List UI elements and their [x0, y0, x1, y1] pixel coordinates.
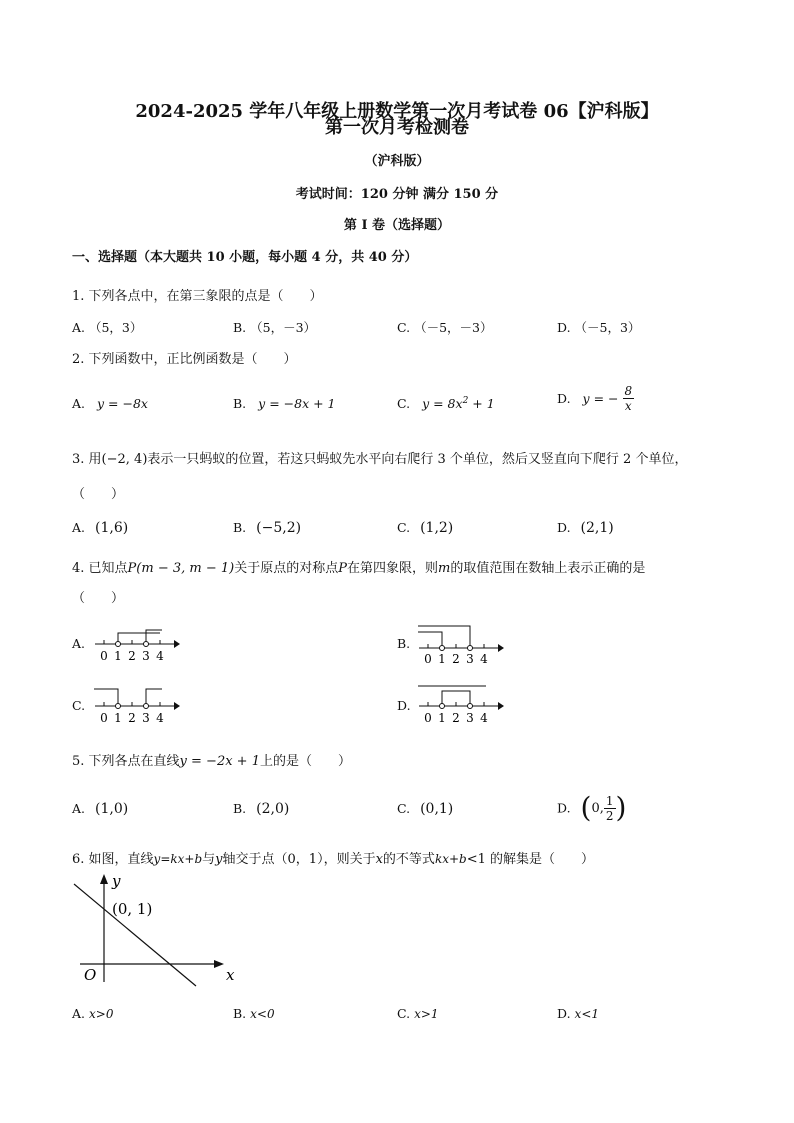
q4-stem-start: 4. 已知点: [72, 561, 128, 576]
q6-option-c[interactable]: [397, 1006, 439, 1021]
q3-c-value: (1,2): [420, 520, 454, 536]
q2-option-a[interactable]: [72, 396, 148, 411]
question-3-stem: [72, 448, 687, 467]
q2-d-fraction: [623, 384, 635, 413]
q4-var-m: m: [438, 561, 451, 576]
q3-a-label: A.: [72, 520, 86, 535]
q3-option-a[interactable]: [72, 520, 128, 536]
q1-option-d[interactable]: D. （－5，3）: [557, 320, 641, 335]
q4-a-number-line: [90, 620, 190, 666]
q6-line: y=kx+b: [153, 852, 203, 866]
q5-d-label: D.: [557, 800, 571, 816]
question-4-stem: [72, 557, 645, 576]
q2-c-exponent: 2: [462, 396, 469, 406]
tick-1: 1: [114, 649, 122, 663]
q5-d-right-paren: ): [615, 791, 627, 824]
q3-stem-start: 3. 用: [72, 452, 102, 467]
tick-1: 1: [438, 652, 446, 666]
tick-0: 0: [100, 649, 108, 663]
q2-d-numerator: 8: [624, 384, 633, 398]
q5-option-b[interactable]: [233, 801, 289, 817]
tick-1: 1: [438, 711, 446, 725]
exam-info: 考试时间：120 分钟 满分 150 分: [295, 187, 499, 202]
q6-stem-start: 6. 如图，直线: [72, 852, 154, 867]
q3-a-value: (1,6): [95, 520, 129, 536]
q5-d-left-paren: (: [580, 791, 592, 824]
question-5-stem: [72, 750, 351, 769]
q5-b-value: (2,0): [256, 801, 290, 817]
q4-point-p: P: [338, 561, 347, 576]
q6-option-a[interactable]: [72, 1006, 113, 1021]
q5-c-label: C.: [397, 801, 411, 816]
q5-a-value: (1,0): [95, 801, 129, 817]
tick-2: 2: [452, 711, 460, 725]
q2-d-denominator: x: [624, 399, 632, 413]
q5-b-label: B.: [233, 801, 247, 816]
tick-4: 4: [480, 711, 488, 725]
q5-d-denominator: 2: [605, 808, 614, 823]
q4-d-label[interactable]: D.: [397, 698, 411, 713]
q1-option-a[interactable]: A. （5，3）: [72, 320, 143, 335]
section-heading: 一、选择题（本大题共 10 小题，每小题 4 分，共 40 分）: [72, 250, 418, 265]
q6-stem-mid: 轴交于点（0，1），则关于: [222, 852, 376, 867]
tick-0: 0: [424, 652, 432, 666]
q6-d-value: x<1: [574, 1007, 600, 1021]
q2-c-main: y = 8x: [422, 396, 463, 412]
q3-d-value: (2,1): [580, 520, 614, 536]
q5-stem-start: 5. 下列各点在直线: [72, 754, 180, 769]
q2-b-formula: y = −8x + 1: [258, 396, 336, 411]
q5-option-d[interactable]: [557, 788, 626, 828]
exam-title: 2024-2025 学年八年级上册数学第一次月考试卷 06【沪科版】: [135, 101, 659, 122]
q2-b-label: B.: [233, 396, 247, 411]
q3-option-c[interactable]: [397, 520, 453, 536]
tick-3: 3: [142, 711, 150, 725]
q6-b-label: B.: [233, 1006, 247, 1021]
tick-2: 2: [128, 711, 136, 725]
q3-c-label: C.: [397, 520, 411, 535]
q3-option-d[interactable]: [557, 520, 614, 536]
question-6-stem: [72, 848, 594, 867]
tick-0: 0: [100, 711, 108, 725]
q4-c-number-line: [90, 682, 190, 728]
q4-c-label[interactable]: C.: [72, 698, 86, 713]
q4-d-number-line: [414, 682, 514, 728]
q4-b-number-line: [414, 620, 514, 666]
q6-option-b[interactable]: [233, 1006, 275, 1021]
q5-option-c[interactable]: [397, 801, 453, 817]
graph-origin-label: O: [84, 966, 97, 984]
graph-x-label: x: [226, 966, 235, 984]
q1-option-c[interactable]: C. （－5，－3）: [397, 320, 493, 335]
q6-d-label: D.: [557, 1006, 571, 1021]
graph-y-label: y: [112, 872, 121, 890]
q2-c-tail: + 1: [468, 396, 495, 412]
q2-option-c[interactable]: [397, 396, 495, 411]
subtitle-text: 第一次月考检测卷: [325, 117, 469, 138]
q3-b-value: (−5,2): [256, 520, 302, 536]
question-2-stem: 2. 下列函数中，正比例函数是（ ）: [72, 352, 297, 367]
tick-3: 3: [466, 711, 474, 725]
tick-3: 3: [466, 652, 474, 666]
q2-a-formula: y = −8x: [97, 396, 148, 411]
q5-d-numerator: 1: [605, 793, 614, 808]
tick-2: 2: [452, 652, 460, 666]
tick-4: 4: [480, 652, 488, 666]
q3-stem-body: 表示一只蚂蚁的位置，若这只蚂蚁先水平向右爬行 3 个单位，然后又竖直向下爬行 2 个单位，: [147, 452, 688, 467]
q3-option-b[interactable]: [233, 520, 301, 536]
question-1-stem: 1. 下列各点中，在第三象限的点是（ ）: [72, 289, 323, 304]
q6-var-y: y: [215, 852, 223, 867]
q5-a-label: A.: [72, 801, 86, 816]
q5-stem-end: 上的是（ ）: [259, 754, 351, 769]
q2-d-main: y = −: [582, 391, 619, 406]
q5-line-equation: y = −2x + 1: [179, 754, 260, 769]
q5-option-a[interactable]: [72, 801, 128, 817]
q3-b-label: B.: [233, 520, 247, 535]
tick-4: 4: [156, 649, 164, 663]
q2-d-label: D.: [557, 391, 571, 406]
tick-0: 0: [424, 711, 432, 725]
q4-stem-body: 关于原点的对称点: [234, 561, 339, 576]
q6-a-label: A.: [72, 1006, 86, 1021]
q6-stem-end: <1 的解集是（ ）: [466, 852, 595, 867]
q6-b-value: x<0: [250, 1007, 275, 1021]
q5-d-x: 0,: [591, 800, 604, 816]
q3-point: (−2, 4): [101, 452, 148, 467]
q1-option-b[interactable]: B. （5，－3）: [233, 320, 317, 335]
q6-stem-ineq-prefix: 的不等式: [382, 852, 435, 867]
q2-option-b[interactable]: [233, 396, 336, 411]
graph-point-label: (0, 1): [112, 900, 153, 918]
tick-1: 1: [114, 711, 122, 725]
q2-c-label: C.: [397, 396, 411, 412]
tick-4: 4: [156, 711, 164, 725]
q4-point: P(m − 3, m − 1): [127, 561, 235, 576]
q4-a-label[interactable]: A.: [72, 636, 86, 651]
q2-a-label: A.: [72, 396, 86, 411]
tick-2: 2: [128, 649, 136, 663]
q3-answer-paren: （ ）: [72, 487, 125, 502]
q4-answer-paren: （ ）: [72, 591, 125, 606]
q4-b-label[interactable]: B.: [397, 636, 411, 651]
q3-d-label: D.: [557, 520, 571, 535]
q4-stem-end: 的取值范围在数轴上表示正确的是: [450, 561, 646, 576]
q2-option-d[interactable]: [557, 384, 634, 413]
q6-option-d[interactable]: [557, 1006, 599, 1021]
q5-d-value: [581, 788, 627, 828]
q6-c-label: C.: [397, 1006, 411, 1021]
q6-var-x: x: [375, 852, 383, 867]
volume-label: 第 I 卷（选择题）: [343, 218, 451, 233]
q6-graph: [70, 870, 250, 990]
q6-ineq-expr: kx+b: [434, 852, 467, 866]
q2-c-formula: [422, 396, 495, 411]
tick-3: 3: [142, 649, 150, 663]
q6-stem-with: 与: [202, 852, 216, 867]
q4-stem-cond: 在第四象限，则: [346, 561, 438, 576]
q5-c-value: (0,1): [420, 801, 454, 817]
q6-a-value: x>0: [89, 1007, 114, 1021]
q6-c-value: x>1: [414, 1007, 439, 1021]
q5-d-fraction: [604, 794, 616, 823]
edition-label: （沪科版）: [364, 154, 430, 169]
